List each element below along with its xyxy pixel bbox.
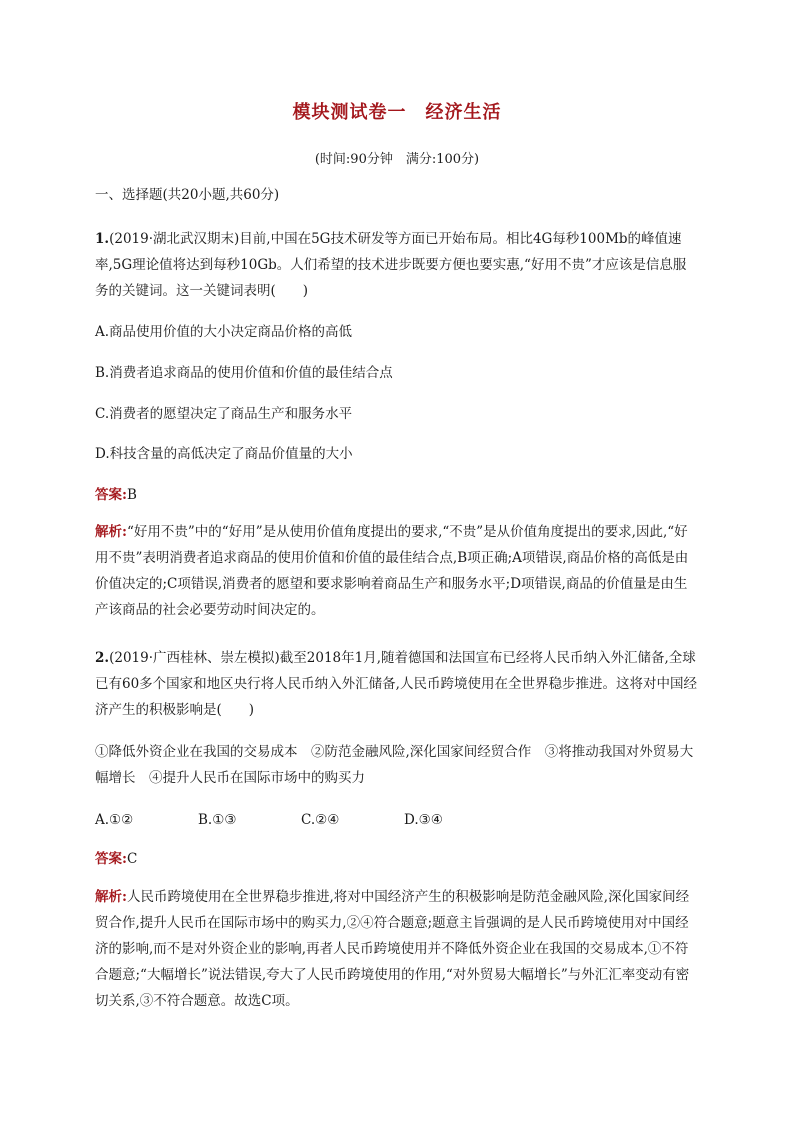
question-1-stem xyxy=(95,226,697,304)
question-2-answer xyxy=(95,846,697,872)
question-2-option-c: C.②④ xyxy=(301,812,340,828)
question-1-option-a: A.商品使用价值的大小决定商品价格的高低 xyxy=(95,324,353,340)
section-heading: 一、选择题(共20小题,共60分) xyxy=(95,187,280,203)
explanation-text: 人民币跨境使用在全世界稳步推进,将对中国经济产生的积极影响是防范金融风险,深化国家间经贸合作,提升人民币在国际市场中的购买力,②④符合题意;题意主旨强调的是人民币跨境使用对中国经济的影响,而不是对外资企业的影响,再者人民币跨境使用并不降低外资企业在我国的交易成本,①不符合题意;“大幅增长”说法错误,夸大了人民币跨境使用的作用,“对外贸易大幅增长”与外汇汇率变动有密切关系,③不符合题意。故选C项。 xyxy=(95,889,690,1009)
question-2-stem xyxy=(95,645,697,723)
question-2-explanation xyxy=(95,884,697,1014)
question-1-number: 1. xyxy=(95,231,110,247)
question-2-text: (2019·广西桂林、崇左模拟)截至2018年1月,随着德国和法国宣布已经将人民币纳入外汇储备,全球已有60多个国家和地区央行将人民币纳入外汇储备,人民币跨境使用在全世界稳步推进。这将对中国经济产生的积极影响是( ) xyxy=(95,650,697,718)
answer-value: C xyxy=(126,851,138,867)
question-2-option-a: A.①② xyxy=(95,812,134,828)
answer-label: 答案: xyxy=(95,487,127,503)
explanation-label: 解析: xyxy=(95,524,127,540)
question-2-number: 2. xyxy=(95,650,110,666)
exam-time-and-score: (时间:90分钟 满分:100分) xyxy=(314,152,480,167)
explanation-label: 解析: xyxy=(95,889,127,905)
question-1-text: (2019·湖北武汉期末)目前,中国在5G技术研发等方面已开始布局。相比4G每秒100Mb的峰值速率,5G理论值将达到每秒10Gb。人们希望的技术进步既要方便也要实惠,“好用不贵”才应该是信息服务的关键词。这一关键词表明( ) xyxy=(95,231,687,299)
question-2-options xyxy=(95,807,697,833)
question-1-option-d: D.科技含量的高低决定了商品价值量的大小 xyxy=(95,446,353,462)
question-1-option-b: B.消费者追求商品的使用价值和价值的最佳结合点 xyxy=(95,365,393,381)
question-2-option-b: B.①③ xyxy=(198,812,237,828)
question-2-option-d: D.③④ xyxy=(404,812,443,828)
question-1-answer xyxy=(95,482,697,508)
answer-label: 答案: xyxy=(95,851,127,867)
explanation-text: “好用不贵”中的“好用”是从使用价值角度提出的要求,“不贵”是从价值角度提出的要求,因此,“好用不贵”表明消费者追求商品的使用价值和价值的最佳结合点,B项正确;A项错误,商品价格的高低是由价值决定的;C项错误,消费者的愿望和要求影响着商品生产和服务水平;D项错误,商品的价值量是由生产该商品的社会必要劳动时间决定的。 xyxy=(95,524,689,618)
question-2-statements: ①降低外资企业在我国的交易成本 ②防范金融风险,深化国家间经贸合作 ③将推动我国对外贸易大幅增长 ④提升人民币在国际市场中的购买力 xyxy=(95,744,694,786)
question-1-option-c: C.消费者的愿望决定了商品生产和服务水平 xyxy=(95,406,353,422)
question-1-explanation xyxy=(95,519,697,623)
answer-value: B xyxy=(126,487,137,503)
page-title: 模块测试卷一 经济生活 xyxy=(292,102,502,123)
